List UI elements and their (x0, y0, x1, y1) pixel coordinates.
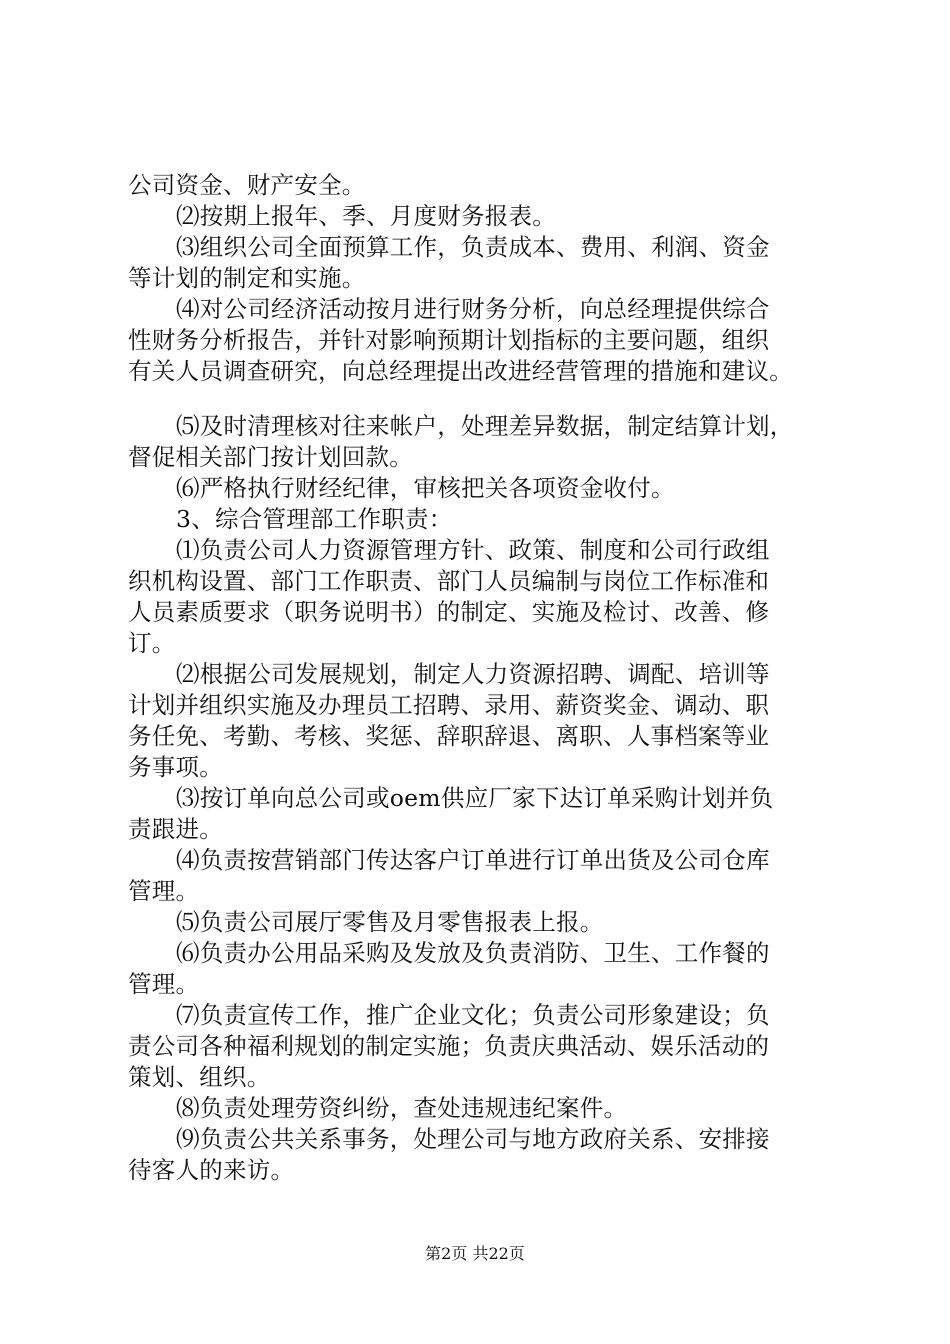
text-line: ⑻负责处理劳资纠纷，查处违规违纪案件。 (176, 1094, 628, 1122)
text-line: ⑵根据公司发展规划，制定人力资源招聘、调配、培训等 (176, 660, 770, 688)
text-line: ⑹严格执行财经纪律，审核把关各项资金收付。 (176, 474, 675, 502)
text-line: 人员素质要求（职务说明书）的制定、实施及检讨、改善、修 (128, 598, 770, 626)
paragraph-gap (128, 387, 838, 411)
text-line: 有关人员调查研究，向总经理提出改进经营管理的措施和建议。 (128, 357, 793, 385)
text-line: 管理。 (128, 970, 200, 998)
text-line: 责公司各种福利规划的制定实施；负责庆典活动、娱乐活动的 (128, 1032, 770, 1060)
text-line: 织机构设置、部门工作职责、部门人员编制与岗位工作标准和 (128, 567, 770, 595)
text-line: ⑼负责公共关系事务，处理公司与地方政府关系、安排接 (176, 1125, 770, 1153)
text-line: ⑶按订单向总公司或oem供应厂家下达订单采购计划并负 (176, 784, 774, 812)
document-body (128, 170, 838, 1186)
text-line: ⑷对公司经济活动按月进行财务分析，向总经理提供综合 (176, 295, 770, 323)
text-line: ⑷负责按营销部门传达客户订单进行订单出货及公司仓库 (176, 846, 770, 874)
text-line: 计划并组织实施及办理员工招聘、录用、薪资奖金、调动、职 (128, 691, 770, 719)
text-line: ⑵按期上报年、季、月度财务报表。 (176, 202, 556, 230)
text-line: ⑹负责办公用品采购及发放及负责消防、卫生、工作餐的 (176, 939, 770, 967)
text-line: 责跟进。 (128, 815, 223, 843)
text-line: 等计划的制定和实施。 (128, 264, 366, 292)
text-line: 性财务分析报告，并针对影响预期计划指标的主要问题，组织 (128, 326, 770, 354)
text-line: ⑶组织公司全面预算工作，负责成本、费用、利润、资金 (176, 233, 770, 261)
text-line: 订。 (128, 629, 176, 657)
text-line: 督促相关部门按计划回款。 (128, 443, 413, 471)
text-line: ⑺负责宣传工作，推广企业文化；负责公司形象建设；负 (176, 1001, 770, 1029)
text-line: 策划、组织。 (128, 1063, 271, 1091)
text-line: 待客人的来访。 (128, 1156, 295, 1184)
text-line: ⑸负责公司展厅零售及月零售报表上报。 (176, 908, 604, 936)
text-line: ⑸及时清理核对往来帐户，处理差异数据，制定结算计划， (176, 412, 794, 440)
text-line: 公司资金、财产安全。 (128, 171, 366, 199)
section-heading: 3、综合管理部工作职责： (176, 505, 453, 533)
text-line: 务事项。 (128, 753, 223, 781)
text-line: ⑴负责公司人力资源管理方针、政策、制度和公司行政组 (176, 536, 770, 564)
text-line: 管理。 (128, 877, 200, 905)
page-number-footer: 第2页 共22页 (425, 1244, 525, 1263)
text-line: 务任免、考勤、考核、奖惩、辞职辞退、离职、人事档案等业 (128, 722, 770, 750)
